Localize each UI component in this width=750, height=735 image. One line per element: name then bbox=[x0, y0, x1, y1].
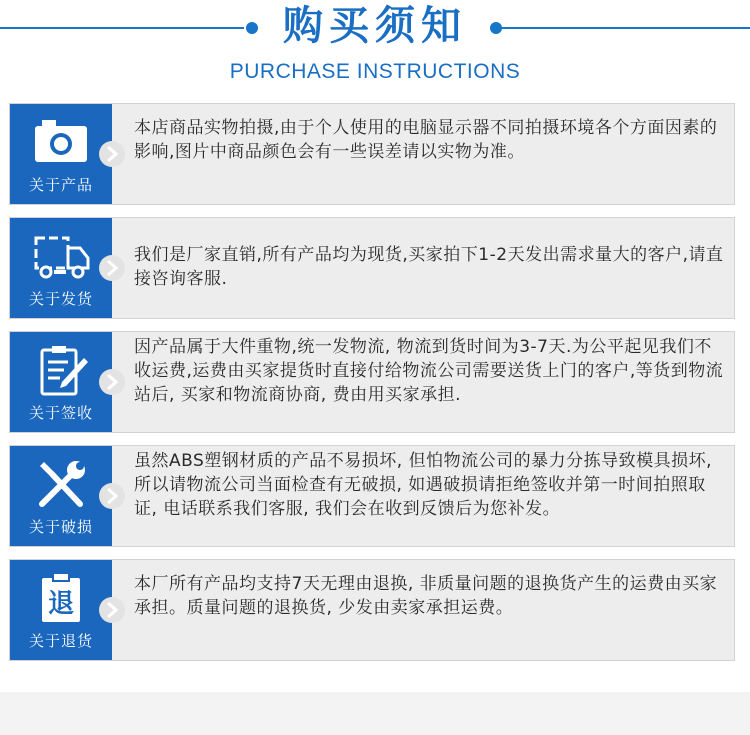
section-text: 我们是厂家直销,所有产品均为现货,买家拍下1-2天发出需求量大的客户,请直接咨询客服. bbox=[134, 245, 724, 289]
section-text: 虽然ABS塑钢材质的产品不易损坏, 但怕物流公司的暴力分拣导致模具损坏, 所以请物流公司当面检查有无破损, 如遇破损请拒绝签收并第一时间拍照取证, 电话联系我们客服, 我们会在收到反馈后为您补发。 bbox=[134, 451, 712, 519]
page-title: 购买须知 bbox=[283, 3, 467, 49]
section-icon-box bbox=[10, 218, 112, 318]
chevron-right-icon bbox=[99, 255, 125, 281]
footer-band bbox=[0, 692, 750, 735]
section-icon-box bbox=[10, 560, 112, 660]
camera-icon bbox=[30, 116, 92, 168]
page-subtitle: PURCHASE INSTRUCTIONS bbox=[229, 60, 521, 83]
delivery-truck-icon bbox=[30, 230, 92, 282]
chevron-right-icon bbox=[99, 597, 125, 623]
section-text: 本店商品实物拍摄,由于个人使用的电脑显示器不同拍摄环境各个方面因素的影响,图片中商品颜色会有一些误差请以实物为准。 bbox=[134, 118, 718, 162]
section-returns bbox=[9, 559, 735, 661]
header bbox=[0, 0, 750, 95]
section-label: 关于发货 bbox=[28, 290, 93, 308]
section-receipt bbox=[9, 331, 735, 433]
section-text: 因产品属于大件重物,统一发物流, 物流到货时间为3-7天.为公平起见我们不收运费,运费由买家提货时直接付给物流公司需要送货上门的客户,等货到物流站后, 买家和物流商协商, 费由用买家承担. bbox=[134, 337, 724, 405]
clipboard-sign-icon bbox=[30, 344, 92, 396]
return-glyph: 退 bbox=[47, 589, 75, 619]
chevron-right-icon bbox=[99, 141, 125, 167]
chevron-right-icon bbox=[99, 369, 125, 395]
section-icon-box bbox=[10, 446, 112, 546]
chevron-right-icon bbox=[99, 483, 125, 509]
section-icon-box bbox=[10, 104, 112, 204]
wrench-screwdriver-icon bbox=[30, 458, 92, 510]
section-label: 关于破损 bbox=[28, 518, 93, 536]
section-label: 关于退货 bbox=[28, 632, 93, 650]
header-line-left bbox=[0, 27, 244, 29]
section-label: 关于产品 bbox=[28, 176, 93, 194]
section-damage bbox=[9, 445, 735, 547]
section-icon-box bbox=[10, 332, 112, 432]
section-shipping bbox=[9, 217, 735, 319]
header-dot-left bbox=[246, 22, 258, 34]
return-clipboard-icon bbox=[30, 572, 92, 624]
header-line-right bbox=[500, 27, 750, 29]
section-text: 本厂所有产品均支持7天无理由退换, 非质量问题的退换货产生的运费由买家承担。质量问题的退换货, 少发由卖家承担运费。 bbox=[134, 574, 718, 618]
section-product bbox=[9, 103, 735, 205]
section-label: 关于签收 bbox=[28, 404, 93, 422]
